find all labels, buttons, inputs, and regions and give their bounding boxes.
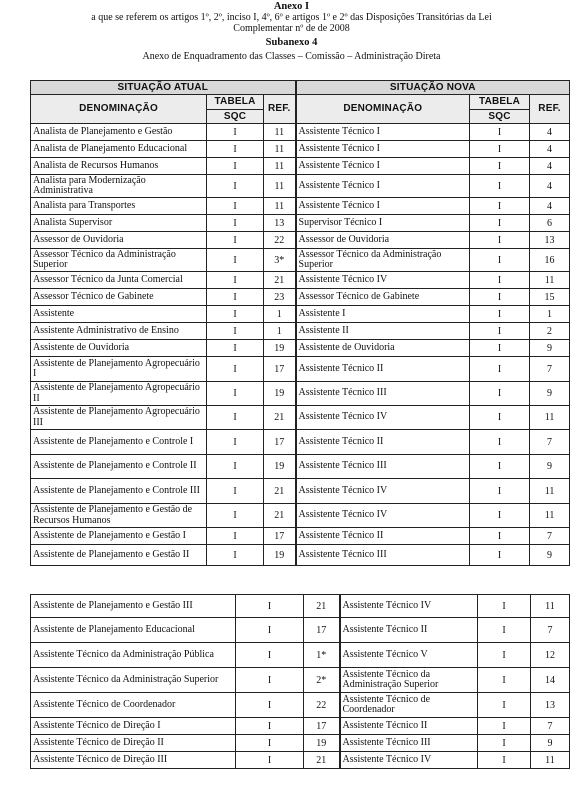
current-table-sqc: I: [207, 357, 264, 382]
new-table-sqc: I: [470, 306, 530, 323]
new-table-sqc: I: [470, 289, 530, 306]
new-denomination: Assessor de Ouvidoria: [296, 232, 470, 249]
current-table-sqc: I: [207, 141, 264, 158]
new-table-sqc: I: [470, 323, 530, 340]
new-denomination: Assistente de Ouvidoria: [296, 340, 470, 357]
table-row: [31, 618, 570, 643]
current-ref: 11: [264, 141, 296, 158]
col-ref-current: REF.: [264, 95, 296, 124]
new-table-sqc: I: [478, 618, 531, 643]
group-header-new: SITUAÇÃO NOVA: [296, 81, 570, 95]
table-row: [31, 158, 570, 175]
col-denominacao-new: DENOMINAÇÃO: [296, 95, 470, 124]
col-denominacao-current: DENOMINAÇÃO: [31, 95, 207, 124]
new-ref: 9: [530, 382, 570, 406]
current-table-sqc: I: [207, 545, 264, 566]
table-row: [31, 455, 570, 479]
table-row: [31, 595, 570, 618]
current-table-sqc: I: [236, 735, 304, 752]
current-denomination: Assessor Técnico da Junta Comercial: [31, 272, 207, 289]
current-denomination: Assistente de Planejamento Agropecuário I: [31, 357, 207, 382]
current-ref: 1: [264, 323, 296, 340]
new-table-sqc: I: [470, 124, 530, 141]
table-row: [31, 306, 570, 323]
current-denomination: Assistente Técnico de Direção III: [31, 752, 236, 769]
new-table-sqc: I: [470, 382, 530, 406]
current-denomination: Assistente Técnico da Administração Superior: [31, 668, 236, 693]
current-table-sqc: I: [207, 406, 264, 430]
table-row: [31, 289, 570, 306]
new-denomination: Assistente Técnico IV: [340, 595, 478, 618]
table-row: [31, 718, 570, 735]
current-ref: 19: [264, 545, 296, 566]
new-table-sqc: I: [470, 357, 530, 382]
new-ref: 16: [530, 249, 570, 272]
new-denomination: Assistente I: [296, 306, 470, 323]
col-tabela-new: TABELA: [470, 95, 530, 110]
table-row: [31, 340, 570, 357]
table-row: [31, 504, 570, 528]
current-denomination: Assistente de Planejamento Agropecuário III: [31, 406, 207, 430]
current-ref: 17: [264, 528, 296, 545]
current-table-sqc: I: [207, 232, 264, 249]
new-denomination: Assistente Técnico IV: [296, 504, 470, 528]
current-ref: 19: [304, 735, 340, 752]
current-denomination: Analista de Recursos Humanos: [31, 158, 207, 175]
new-ref: 7: [530, 357, 570, 382]
current-denomination: Assistente de Planejamento e Controle III: [31, 479, 207, 504]
new-denomination: Assistente Técnico II: [296, 528, 470, 545]
current-ref: 22: [304, 693, 340, 718]
new-table-sqc: I: [470, 272, 530, 289]
current-denomination: Analista Supervisor: [31, 215, 207, 232]
table-row: [31, 479, 570, 504]
current-table-sqc: I: [207, 455, 264, 479]
current-table-sqc: I: [207, 124, 264, 141]
table-row: [31, 232, 570, 249]
new-ref: 11: [531, 595, 570, 618]
new-ref: 11: [530, 406, 570, 430]
current-ref: 13: [264, 215, 296, 232]
subannex-subtitle: Anexo de Enquadramento das Classes – Comissão – Administração Direta: [142, 51, 441, 62]
table-row: [31, 382, 570, 406]
table-row: [31, 249, 570, 272]
new-denomination: Assistente Técnico IV: [340, 752, 478, 769]
table-row: [31, 545, 570, 566]
new-table-sqc: I: [478, 735, 531, 752]
new-table-sqc: I: [470, 249, 530, 272]
current-denomination: Assessor Técnico da Administração Superior: [31, 249, 207, 272]
current-denomination: Assistente de Planejamento e Gestão III: [31, 595, 236, 618]
current-table-sqc: I: [236, 718, 304, 735]
current-denomination: Assistente de Planejamento e Gestão de Recursos Humanos: [31, 504, 207, 528]
table-row: [31, 357, 570, 382]
new-table-sqc: I: [478, 693, 531, 718]
new-denomination: Assessor Técnico de Gabinete: [296, 289, 470, 306]
new-denomination: Assistente Técnico IV: [296, 479, 470, 504]
new-ref: 4: [530, 198, 570, 215]
annex-title: Anexo I: [273, 1, 310, 12]
new-denomination: Assistente Técnico IV: [296, 272, 470, 289]
new-ref: 9: [530, 545, 570, 566]
new-ref: 9: [530, 340, 570, 357]
current-table-sqc: I: [236, 752, 304, 769]
table-row: [31, 735, 570, 752]
new-table-sqc: I: [470, 232, 530, 249]
group-header-current: SITUAÇÃO ATUAL: [31, 81, 296, 95]
current-ref: 1*: [304, 643, 340, 668]
new-ref: 4: [530, 175, 570, 198]
current-table-sqc: I: [207, 382, 264, 406]
table-row: [31, 215, 570, 232]
current-ref: 22: [264, 232, 296, 249]
new-ref: 4: [530, 158, 570, 175]
table-row: [31, 752, 570, 769]
table-row: [31, 272, 570, 289]
current-denomination: Assistente de Ouvidoria: [31, 340, 207, 357]
col-ref-new: REF.: [530, 95, 570, 124]
classification-table-continued: [30, 594, 570, 769]
current-denomination: Assistente Técnico de Coordenador: [31, 693, 236, 718]
new-ref: 11: [531, 752, 570, 769]
table-row: [31, 668, 570, 693]
table-row: [31, 643, 570, 668]
new-ref: 13: [531, 693, 570, 718]
new-denomination: Supervisor Técnico I: [296, 215, 470, 232]
new-denomination: Assistente Técnico I: [296, 158, 470, 175]
current-ref: 21: [264, 479, 296, 504]
current-denomination: Analista de Planejamento e Gestão: [31, 124, 207, 141]
current-ref: 11: [264, 175, 296, 198]
current-ref: 11: [264, 198, 296, 215]
new-table-sqc: I: [470, 175, 530, 198]
new-denomination: Assistente Técnico IV: [296, 406, 470, 430]
new-ref: 9: [530, 455, 570, 479]
classification-table: [30, 80, 570, 566]
new-ref: 11: [530, 504, 570, 528]
current-denomination: Assistente de Planejamento Agropecuário II: [31, 382, 207, 406]
table-row: [31, 528, 570, 545]
new-ref: 11: [530, 272, 570, 289]
current-denomination: Assistente Técnico de Direção I: [31, 718, 236, 735]
new-denomination: Assistente Técnico II: [296, 430, 470, 455]
current-denomination: Assistente Técnico da Administração Pública: [31, 643, 236, 668]
table-row: [31, 430, 570, 455]
new-table-sqc: I: [470, 479, 530, 504]
new-denomination: Assistente Técnico III: [296, 455, 470, 479]
current-table-sqc: I: [207, 215, 264, 232]
current-table-sqc: I: [207, 504, 264, 528]
new-table-sqc: I: [470, 545, 530, 566]
new-table-sqc: I: [470, 215, 530, 232]
current-table-sqc: I: [207, 479, 264, 504]
current-ref: 11: [264, 124, 296, 141]
current-ref: 17: [264, 430, 296, 455]
current-table-sqc: I: [207, 175, 264, 198]
new-denomination: Assistente Técnico III: [296, 382, 470, 406]
new-ref: 9: [531, 735, 570, 752]
new-denomination: Assistente Técnico I: [296, 175, 470, 198]
current-denomination: Assistente: [31, 306, 207, 323]
new-ref: 4: [530, 124, 570, 141]
new-ref: 1: [530, 306, 570, 323]
current-ref: 17: [304, 618, 340, 643]
new-table-sqc: I: [478, 752, 531, 769]
new-ref: 12: [531, 643, 570, 668]
new-ref: 7: [531, 618, 570, 643]
current-denomination: Assessor Técnico de Gabinete: [31, 289, 207, 306]
current-table-sqc: I: [207, 528, 264, 545]
new-ref: 13: [530, 232, 570, 249]
current-table-sqc: I: [236, 643, 304, 668]
new-table-sqc: I: [478, 718, 531, 735]
current-denomination: Assistente Administrativo de Ensino: [31, 323, 207, 340]
new-denomination: Assistente Técnico I: [296, 141, 470, 158]
current-table-sqc: I: [236, 693, 304, 718]
new-table-sqc: I: [470, 340, 530, 357]
current-denomination: Assistente de Planejamento Educacional: [31, 618, 236, 643]
current-denomination: Analista para Transportes: [31, 198, 207, 215]
new-ref: 2: [530, 323, 570, 340]
current-table-sqc: I: [236, 668, 304, 693]
current-ref: 21: [264, 272, 296, 289]
current-denomination: Assessor de Ouvidoria: [31, 232, 207, 249]
table-row: [31, 693, 570, 718]
current-table-sqc: I: [207, 289, 264, 306]
new-denomination: Assistente Técnico I: [296, 198, 470, 215]
new-ref: 7: [530, 528, 570, 545]
new-table-sqc: I: [470, 198, 530, 215]
subannex-title: Subanexo 4: [265, 37, 318, 48]
current-ref: 21: [304, 595, 340, 618]
current-table-sqc: I: [207, 198, 264, 215]
table-row: [31, 406, 570, 430]
new-ref: 14: [531, 668, 570, 693]
current-ref: 19: [264, 382, 296, 406]
col-tabela-current: TABELA: [207, 95, 264, 110]
table-row: [31, 141, 570, 158]
current-table-sqc: I: [236, 595, 304, 618]
new-ref: 7: [531, 718, 570, 735]
new-table-sqc: I: [478, 643, 531, 668]
new-ref: 4: [530, 141, 570, 158]
current-denomination: Analista de Planejamento Educacional: [31, 141, 207, 158]
current-ref: 3*: [264, 249, 296, 272]
current-denomination: Assistente de Planejamento e Controle II: [31, 455, 207, 479]
new-ref: 11: [530, 479, 570, 504]
current-table-sqc: I: [207, 430, 264, 455]
new-denomination: Assistente Técnico de Coordenador: [340, 693, 478, 718]
current-table-sqc: I: [236, 618, 304, 643]
new-table-sqc: I: [470, 406, 530, 430]
current-ref: 17: [264, 357, 296, 382]
new-denomination: Assistente Técnico I: [296, 124, 470, 141]
table-row: [31, 175, 570, 198]
new-table-sqc: I: [470, 430, 530, 455]
annex-reference: a que se referem os artigos 1º, 2º, inciso I, 4º, 6º e artigos 1º e 2º das Disposições Transitórias da Lei: [91, 12, 492, 23]
new-table-sqc: I: [478, 595, 531, 618]
current-denomination: Analista para Modernização Administrativa: [31, 175, 207, 198]
table-row: [31, 323, 570, 340]
current-table-sqc: I: [207, 158, 264, 175]
new-denomination: Assessor Técnico da Administração Superior: [296, 249, 470, 272]
current-ref: 11: [264, 158, 296, 175]
table-row: [31, 198, 570, 215]
new-table-sqc: I: [470, 455, 530, 479]
annex-law: Complementar nº de de 2008: [233, 23, 350, 34]
new-table-sqc: I: [470, 504, 530, 528]
new-denomination: Assistente Técnico da Administração Superior: [340, 668, 478, 693]
new-table-sqc: I: [470, 528, 530, 545]
new-denomination: Assistente Técnico V: [340, 643, 478, 668]
new-ref: 7: [530, 430, 570, 455]
current-table-sqc: I: [207, 340, 264, 357]
new-table-sqc: I: [478, 668, 531, 693]
current-ref: 21: [264, 504, 296, 528]
table-row: [31, 124, 570, 141]
current-table-sqc: I: [207, 249, 264, 272]
new-denomination: Assistente Técnico II: [340, 718, 478, 735]
new-denomination: Assistente Técnico II: [296, 357, 470, 382]
new-denomination: Assistente Técnico III: [296, 545, 470, 566]
current-ref: 19: [264, 340, 296, 357]
current-ref: 21: [304, 752, 340, 769]
new-denomination: Assistente II: [296, 323, 470, 340]
new-denomination: Assistente Técnico III: [340, 735, 478, 752]
current-ref: 17: [304, 718, 340, 735]
new-ref: 6: [530, 215, 570, 232]
current-ref: 19: [264, 455, 296, 479]
col-sqc-new: SQC: [470, 110, 530, 124]
current-denomination: Assistente de Planejamento e Gestão I: [31, 528, 207, 545]
new-table-sqc: I: [470, 141, 530, 158]
current-ref: 23: [264, 289, 296, 306]
current-denomination: Assistente de Planejamento e Gestão II: [31, 545, 207, 566]
current-ref: 1: [264, 306, 296, 323]
new-table-sqc: I: [470, 158, 530, 175]
current-table-sqc: I: [207, 306, 264, 323]
current-denomination: Assistente de Planejamento e Controle I: [31, 430, 207, 455]
new-denomination: Assistente Técnico II: [340, 618, 478, 643]
col-sqc-current: SQC: [207, 110, 264, 124]
current-ref: 2*: [304, 668, 340, 693]
new-ref: 15: [530, 289, 570, 306]
current-table-sqc: I: [207, 272, 264, 289]
current-table-sqc: I: [207, 323, 264, 340]
current-ref: 21: [264, 406, 296, 430]
current-denomination: Assistente Técnico de Direção II: [31, 735, 236, 752]
document-header: [0, 0, 583, 63]
